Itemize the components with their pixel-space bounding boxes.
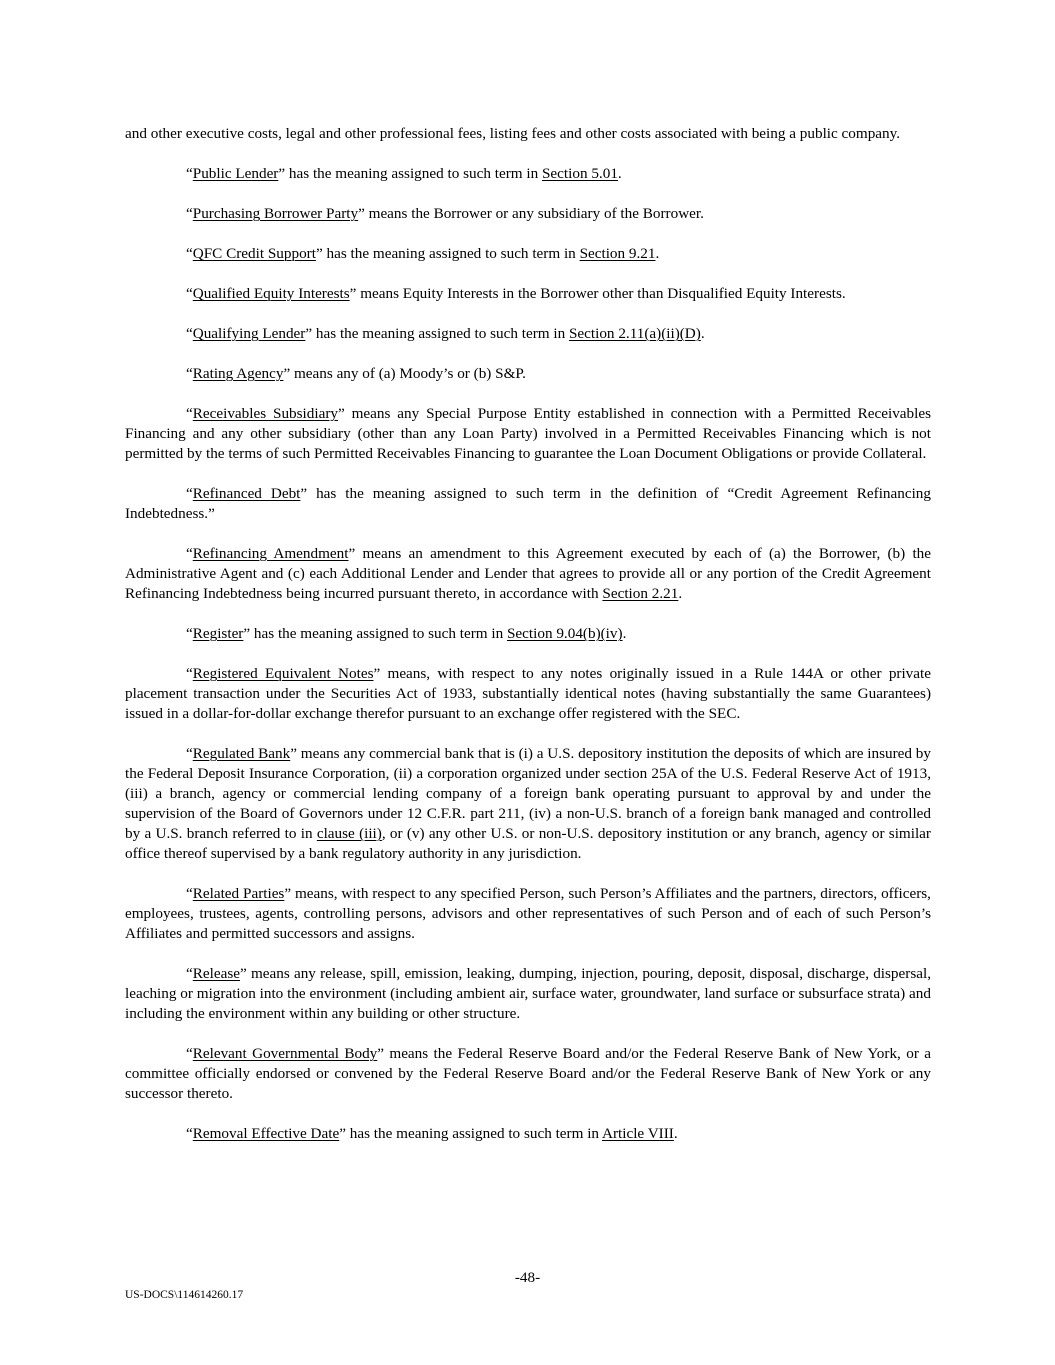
definition-text: “ bbox=[186, 365, 193, 382]
definition-text: “ bbox=[186, 285, 193, 302]
definition-paragraph bbox=[125, 544, 931, 604]
definition-text: “ bbox=[186, 625, 193, 642]
definition-text: . bbox=[622, 625, 627, 642]
definition-text: ” means any release, spill, emission, leaking, dumping, injection, pouring, deposit, disposal, discharge, dispersal, leaching or migration into the environment (including ambient air, surface water, groundwater, land surface or subsurface strata) and including the environment within any building or other structure. bbox=[125, 965, 931, 1022]
definition-text: “ bbox=[186, 665, 193, 682]
defined-term: Refinanced Debt bbox=[192, 485, 301, 502]
definition-paragraph bbox=[125, 1044, 931, 1104]
defined-term: Rating Agency bbox=[192, 365, 284, 382]
definition-text: ” has the meaning assigned to such term in bbox=[339, 1125, 602, 1142]
definition-paragraph bbox=[125, 324, 931, 344]
definition-text: ” means an amendment to this Agreement executed by each of (a) the Borrower, (b) the Administrative Agent and (c) each Additional Lender and Lender that agrees to provide all or any portion of the Credit Agreement Refinancing Indebtedness being incurred pursuant thereto, in accordance with bbox=[125, 545, 931, 602]
defined-term: QFC Credit Support bbox=[192, 245, 316, 262]
document-id: US-DOCS\114614260.17 bbox=[125, 1289, 244, 1301]
definition-text: ” means any Special Purpose Entity established in connection with a Permitted Receivables Financing and any other subsidiary (other than any Loan Party) involved in a Permitted Receivables Financing which is not permitted by the terms of such Permitted Receivables Financing to guarantee the Loan Document Obligations or provide Collateral. bbox=[125, 405, 931, 462]
definition-paragraph bbox=[125, 204, 931, 224]
definition-paragraph bbox=[125, 1124, 931, 1144]
defined-term: Relevant Governmental Body bbox=[192, 1045, 378, 1062]
definition-text: ” means any commercial bank that is (i) a U.S. depository institution the deposits of which are insured by the Federal Deposit Insurance Corporation, (ii) a corporation organized under section 25A of the U.S. Federal Reserve Act of 1913, (iii) a branch, agency or commercial lending company of a foreign bank operating pursuant to approval by and under the supervision of the Board of Governors under 12 C.F.R. part 211, (iv) a non-U.S. branch of a foreign bank managed and controlled by a U.S. branch referred to in bbox=[125, 745, 931, 842]
definition-text: “ bbox=[186, 405, 193, 422]
cross-reference: Article VIII bbox=[602, 1125, 674, 1142]
definition-text: . bbox=[678, 585, 683, 602]
cross-reference: Section 2.11(a)(ii)(D) bbox=[568, 325, 701, 342]
definition-paragraph bbox=[125, 744, 931, 864]
definition-text: “ bbox=[186, 545, 193, 562]
definition-text: . bbox=[673, 1125, 678, 1142]
defined-term: Related Parties bbox=[192, 885, 285, 902]
definition-text: ” has the meaning assigned to such term in bbox=[243, 625, 507, 642]
definitions-list bbox=[125, 164, 931, 1144]
definition-paragraph bbox=[125, 364, 931, 384]
definition-paragraph bbox=[125, 484, 931, 524]
defined-term: Register bbox=[192, 625, 244, 642]
definition-paragraph bbox=[125, 164, 931, 184]
definition-text: ” means the Borrower or any subsidiary of the Borrower. bbox=[358, 205, 704, 222]
definition-paragraph bbox=[125, 884, 931, 944]
definition-paragraph bbox=[125, 624, 931, 644]
definition-text: “ bbox=[186, 885, 193, 902]
defined-term: Release bbox=[192, 965, 240, 982]
definition-paragraph bbox=[125, 284, 931, 304]
definition-text: “ bbox=[186, 1045, 193, 1062]
definition-text: ” means the Federal Reserve Board and/or the Federal Reserve Bank of New York, or a committee officially endorsed or convened by the Federal Reserve Board and/or the Federal Reserve Bank of New York or any successor thereto. bbox=[125, 1045, 931, 1102]
defined-term: Receivables Subsidiary bbox=[192, 405, 338, 422]
definition-paragraph bbox=[125, 404, 931, 464]
definition-paragraph bbox=[125, 244, 931, 264]
opening-paragraph: and other executive costs, legal and other professional fees, listing fees and other costs associated with being a public company. bbox=[125, 125, 901, 142]
cross-reference: Section 5.01 bbox=[541, 165, 618, 182]
definition-text: ” means, with respect to any specified Person, such Person’s Affiliates and the partners, directors, officers, employees, trustees, agents, controlling persons, advisors and other representatives of such Person and of each of such Person’s Affiliates and permitted successors and assigns. bbox=[125, 885, 931, 942]
definition-text: “ bbox=[186, 965, 193, 982]
definition-paragraph bbox=[125, 664, 931, 724]
definition-text: ” has the meaning assigned to such term in the definition of “Credit Agreement Refinancing Indebtedness.” bbox=[125, 485, 931, 522]
definition-text: . bbox=[617, 165, 622, 182]
defined-term: Registered Equivalent Notes bbox=[192, 665, 374, 682]
definition-text: “ bbox=[186, 745, 193, 762]
defined-term: Public Lender bbox=[192, 165, 279, 182]
definition-text: “ bbox=[186, 485, 193, 502]
cross-reference: Section 2.21 bbox=[602, 585, 679, 602]
definition-text: . bbox=[655, 245, 660, 262]
definition-text: ” means, with respect to any notes originally issued in a Rule 144A or other private placement transaction under the Securities Act of 1933, substantially identical notes (having substantially the same Guarantees) issued in a dollar-for-dollar exchange therefor pursuant to an exchange offer registered with the SEC. bbox=[125, 665, 931, 722]
cross-reference: clause (iii) bbox=[316, 825, 382, 842]
defined-term: Qualifying Lender bbox=[192, 325, 306, 342]
document-body bbox=[125, 124, 931, 1164]
definition-text: . bbox=[700, 325, 705, 342]
definition-text: , or (v) any other U.S. or non-U.S. depository institution or any branch, agency or similar office thereof supervised by a bank regulatory authority in any jurisdiction. bbox=[125, 825, 931, 862]
defined-term: Regulated Bank bbox=[192, 745, 291, 762]
definition-text: “ bbox=[186, 245, 193, 262]
cross-reference: Section 9.04(b)(iv) bbox=[506, 625, 623, 642]
definition-text: “ bbox=[186, 325, 193, 342]
page-number: -48- bbox=[514, 1269, 541, 1286]
definition-text: “ bbox=[186, 1125, 193, 1142]
definition-paragraph bbox=[125, 964, 931, 1024]
cross-reference: Section 9.21 bbox=[579, 245, 656, 262]
defined-term: Purchasing Borrower Party bbox=[192, 205, 359, 222]
defined-term: Qualified Equity Interests bbox=[192, 285, 350, 302]
definition-text: “ bbox=[186, 205, 193, 222]
defined-term: Removal Effective Date bbox=[192, 1125, 340, 1142]
definition-text: ” has the meaning assigned to such term in bbox=[305, 325, 569, 342]
definition-text: “ bbox=[186, 165, 193, 182]
definition-text: ” means Equity Interests in the Borrower other than Disqualified Equity Interests. bbox=[349, 285, 846, 302]
definition-text: ” means any of (a) Moody’s or (b) S&P. bbox=[283, 365, 526, 382]
definition-text: ” has the meaning assigned to such term in bbox=[278, 165, 542, 182]
defined-term: Refinancing Amendment bbox=[192, 545, 349, 562]
definition-text: ” has the meaning assigned to such term in bbox=[315, 245, 580, 262]
